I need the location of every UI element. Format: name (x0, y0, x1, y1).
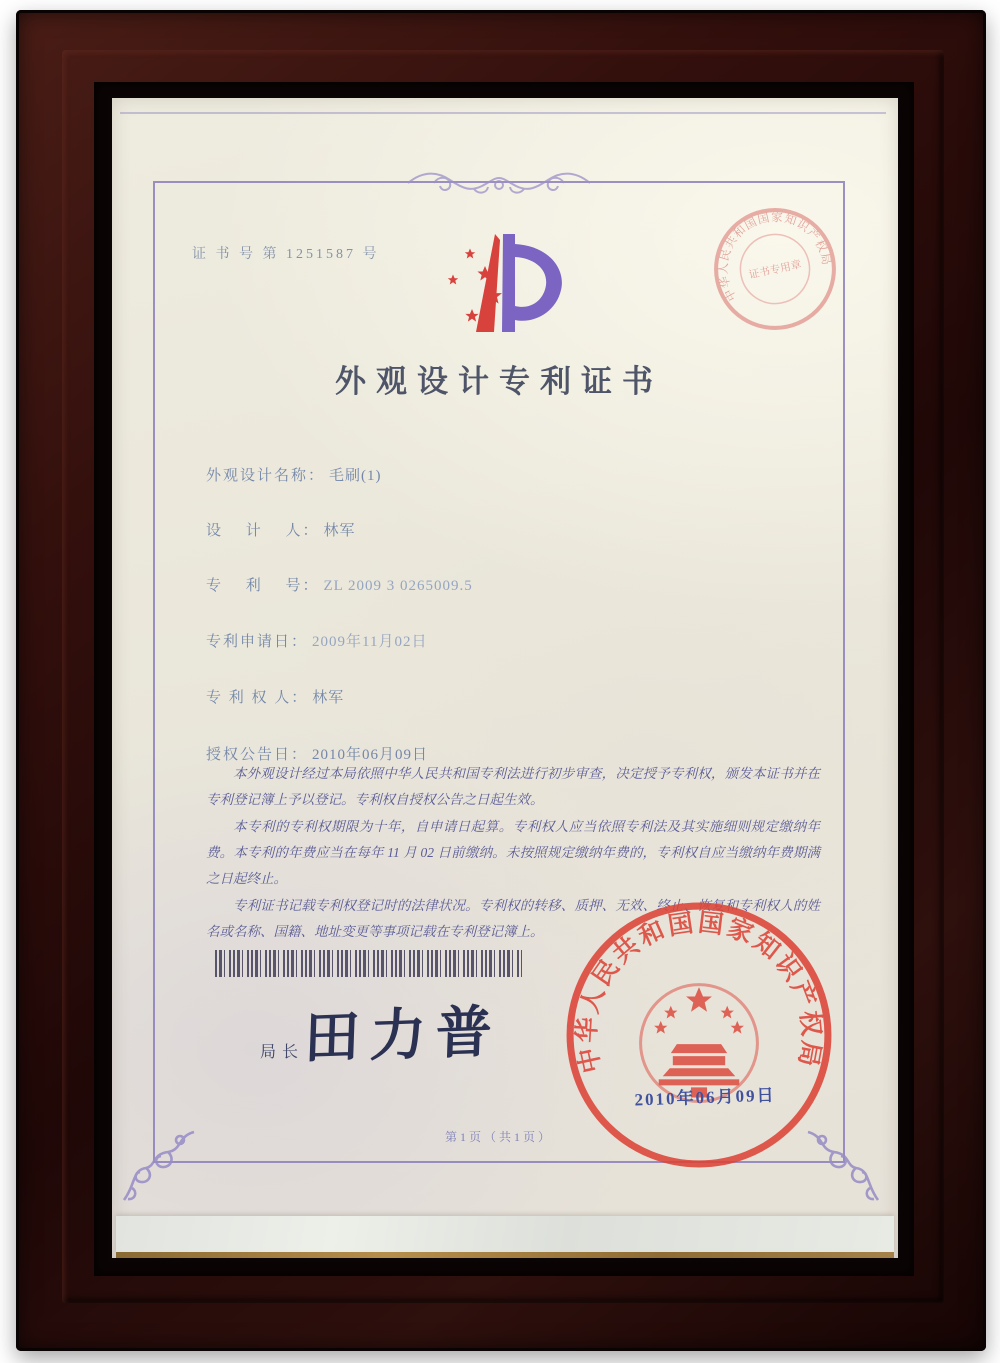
seal-date: 2010年06月09日 (634, 1085, 776, 1110)
field-label: 授权公告日： (206, 747, 309, 763)
field-patentee (206, 686, 344, 707)
field-label: 专 利 权 人： (206, 690, 309, 706)
sipo-patent-p-logo-icon (430, 230, 580, 342)
corner-seal (698, 192, 852, 346)
paragraph-2: 本专利的专利权期限为十年，自申请日起算。专利权人应当依照专利法及其实施细则规定缴纳年费。本专利的年费应当在每年 11 月 02 日前缴纳。未按照规定缴纳年费的，专利权自应当缴纳年费期满之日起终止。 (206, 818, 820, 887)
paragraph-3: 专利证书记载专利权登记时的法律状况。专利权的转移、质押、无效、终止、恢复和专利权人的姓名或名称、国籍、地址变更等事项记载在专利登记簿上。 (206, 897, 820, 939)
seal-ring-text: 中华人民共和国国家知识产权局 (573, 909, 825, 1076)
certificate-paper (112, 98, 898, 1258)
field-label: 设 计 人： (206, 523, 320, 539)
field-value: 林军 (312, 690, 345, 706)
paragraph-1: 本外观设计经过本局依照中华人民共和国专利法进行初步审查，决定授予专利权，颁发本证书并在专利登记簿上予以登记。专利权自授权公告之日起生效。 (206, 766, 820, 808)
field-patent-number (206, 574, 473, 595)
field-application-date (206, 630, 427, 651)
commissioner-label: 局长 (260, 1044, 305, 1061)
svg-text:中华人民共和国国家知识产权局 (705, 200, 837, 305)
field-label: 专利申请日： (206, 634, 309, 650)
corner-seal-center-text: 证书专用章 (748, 259, 803, 282)
gold-edge-line (116, 1252, 894, 1258)
backing-paper-strip (116, 1216, 894, 1253)
field-value: 2009年11月02日 (312, 634, 428, 650)
field-label: 外观设计名称： (206, 468, 326, 484)
field-value: 2010年06月09日 (312, 747, 429, 763)
certificate-title: 外观设计专利证书 (335, 364, 663, 399)
corner-seal-ring-text: 中华人民共和国国家知识产权局 (717, 211, 833, 304)
field-value: 林军 (323, 523, 356, 539)
barcode (215, 950, 522, 977)
commissioner-signature: 田力普 (302, 1001, 503, 1071)
field-value: ZL 2009 3 0265009.5 (323, 578, 473, 594)
page-number: 第1页（共1页） (444, 1130, 553, 1144)
paper-top-edge-line (120, 112, 886, 114)
certificate-number: 证 书 号 第 1251587 号 (192, 247, 380, 262)
field-label: 专 利 号： (206, 578, 320, 594)
field-designer (206, 519, 356, 540)
field-value: 毛刷(1) (329, 468, 382, 484)
field-design-name (206, 464, 382, 485)
